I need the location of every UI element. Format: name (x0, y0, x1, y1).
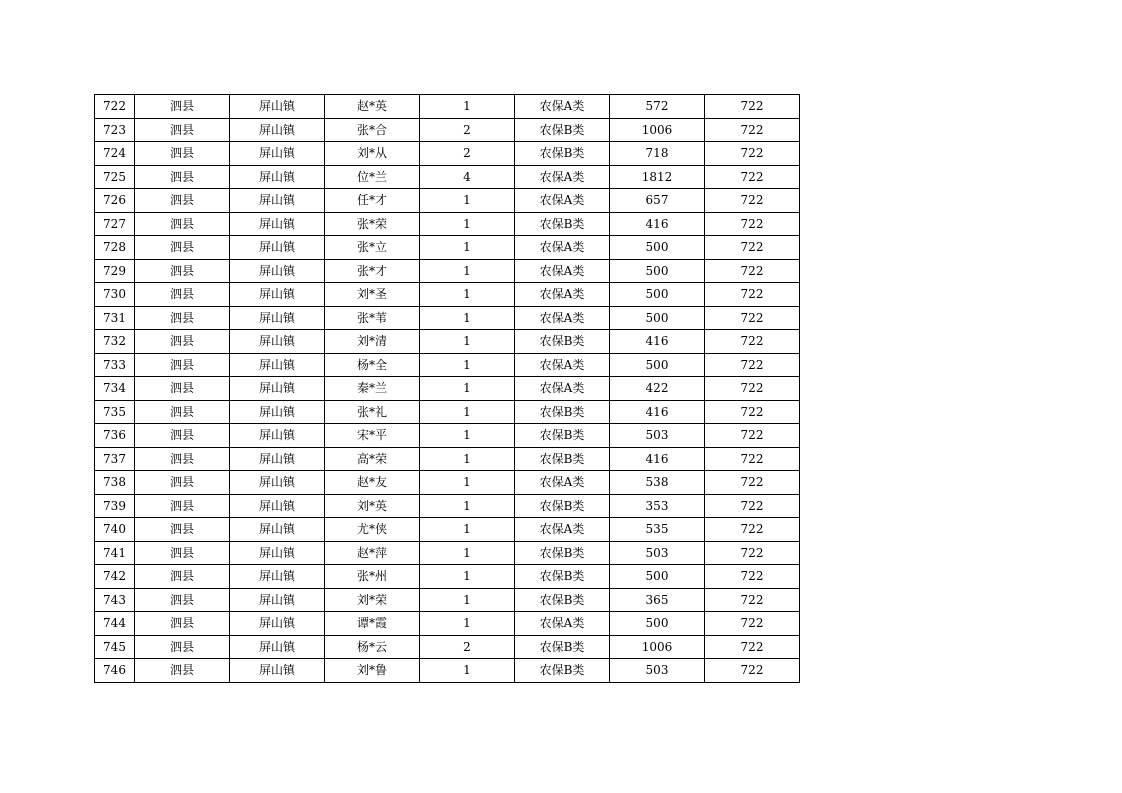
cell-category: 农保B类 (515, 118, 610, 142)
cell-code: 722 (705, 635, 800, 659)
cell-household-size: 1 (420, 518, 515, 542)
cell-amount: 718 (610, 142, 705, 166)
cell-code: 722 (705, 142, 800, 166)
cell-town: 屏山镇 (230, 142, 325, 166)
cell-name: 杨*云 (325, 635, 420, 659)
table-row (95, 541, 800, 565)
cell-code: 722 (705, 494, 800, 518)
cell-code: 722 (705, 612, 800, 636)
cell-county: 泗县 (135, 588, 230, 612)
cell-household-size: 1 (420, 565, 515, 589)
cell-index: 729 (95, 259, 135, 283)
cell-amount: 657 (610, 189, 705, 213)
cell-town: 屏山镇 (230, 306, 325, 330)
cell-county: 泗县 (135, 377, 230, 401)
cell-household-size: 1 (420, 306, 515, 330)
cell-name: 刘*荣 (325, 588, 420, 612)
cell-name: 张*才 (325, 259, 420, 283)
cell-index: 739 (95, 494, 135, 518)
cell-town: 屏山镇 (230, 259, 325, 283)
cell-town: 屏山镇 (230, 565, 325, 589)
cell-index: 736 (95, 424, 135, 448)
cell-name: 赵*英 (325, 95, 420, 119)
table-row (95, 212, 800, 236)
cell-amount: 538 (610, 471, 705, 495)
cell-household-size: 2 (420, 118, 515, 142)
cell-household-size: 1 (420, 588, 515, 612)
cell-town: 屏山镇 (230, 236, 325, 260)
cell-household-size: 1 (420, 259, 515, 283)
cell-household-size: 1 (420, 212, 515, 236)
cell-amount: 416 (610, 212, 705, 236)
cell-index: 740 (95, 518, 135, 542)
cell-index: 746 (95, 659, 135, 683)
cell-code: 722 (705, 424, 800, 448)
table-row (95, 306, 800, 330)
table-row (95, 447, 800, 471)
cell-county: 泗县 (135, 189, 230, 213)
cell-household-size: 1 (420, 471, 515, 495)
table-row (95, 330, 800, 354)
cell-household-size: 1 (420, 541, 515, 565)
cell-index: 743 (95, 588, 135, 612)
cell-amount: 500 (610, 283, 705, 307)
cell-index: 744 (95, 612, 135, 636)
cell-name: 刘*圣 (325, 283, 420, 307)
cell-category: 农保B类 (515, 447, 610, 471)
cell-index: 723 (95, 118, 135, 142)
cell-household-size: 2 (420, 635, 515, 659)
cell-code: 722 (705, 659, 800, 683)
cell-household-size: 1 (420, 330, 515, 354)
table-row (95, 471, 800, 495)
cell-code: 722 (705, 330, 800, 354)
cell-town: 屏山镇 (230, 541, 325, 565)
cell-index: 731 (95, 306, 135, 330)
cell-name: 杨*全 (325, 353, 420, 377)
cell-county: 泗县 (135, 447, 230, 471)
cell-category: 农保A类 (515, 377, 610, 401)
cell-household-size: 1 (420, 377, 515, 401)
table-row (95, 236, 800, 260)
cell-name: 张*州 (325, 565, 420, 589)
cell-town: 屏山镇 (230, 165, 325, 189)
cell-town: 屏山镇 (230, 659, 325, 683)
table-body (95, 95, 800, 683)
cell-household-size: 1 (420, 447, 515, 471)
cell-category: 农保A类 (515, 518, 610, 542)
cell-category: 农保B类 (515, 635, 610, 659)
cell-household-size: 1 (420, 400, 515, 424)
cell-index: 745 (95, 635, 135, 659)
cell-amount: 503 (610, 659, 705, 683)
cell-code: 722 (705, 118, 800, 142)
cell-category: 农保A类 (515, 95, 610, 119)
cell-town: 屏山镇 (230, 95, 325, 119)
cell-household-size: 1 (420, 612, 515, 636)
cell-name: 秦*兰 (325, 377, 420, 401)
cell-code: 722 (705, 306, 800, 330)
cell-amount: 353 (610, 494, 705, 518)
cell-index: 735 (95, 400, 135, 424)
cell-amount: 535 (610, 518, 705, 542)
cell-name: 尤*侠 (325, 518, 420, 542)
table-row (95, 400, 800, 424)
data-table (94, 94, 800, 683)
cell-code: 722 (705, 95, 800, 119)
cell-code: 722 (705, 400, 800, 424)
cell-code: 722 (705, 518, 800, 542)
table-row (95, 283, 800, 307)
table-row (95, 635, 800, 659)
cell-town: 屏山镇 (230, 518, 325, 542)
cell-category: 农保B类 (515, 212, 610, 236)
cell-town: 屏山镇 (230, 353, 325, 377)
cell-index: 738 (95, 471, 135, 495)
cell-county: 泗县 (135, 659, 230, 683)
table-row (95, 118, 800, 142)
cell-index: 722 (95, 95, 135, 119)
cell-amount: 503 (610, 541, 705, 565)
cell-code: 722 (705, 565, 800, 589)
cell-category: 农保A类 (515, 283, 610, 307)
cell-name: 张*立 (325, 236, 420, 260)
cell-amount: 416 (610, 447, 705, 471)
cell-category: 农保B类 (515, 494, 610, 518)
table-row (95, 353, 800, 377)
cell-county: 泗县 (135, 424, 230, 448)
cell-category: 农保B类 (515, 142, 610, 166)
cell-name: 张*合 (325, 118, 420, 142)
table-row (95, 165, 800, 189)
cell-name: 刘*鲁 (325, 659, 420, 683)
table-row (95, 612, 800, 636)
cell-county: 泗县 (135, 353, 230, 377)
cell-town: 屏山镇 (230, 471, 325, 495)
cell-household-size: 1 (420, 424, 515, 448)
cell-town: 屏山镇 (230, 330, 325, 354)
cell-amount: 500 (610, 353, 705, 377)
cell-code: 722 (705, 588, 800, 612)
cell-county: 泗县 (135, 95, 230, 119)
cell-code: 722 (705, 165, 800, 189)
cell-code: 722 (705, 541, 800, 565)
cell-county: 泗县 (135, 494, 230, 518)
cell-code: 722 (705, 471, 800, 495)
table-row (95, 377, 800, 401)
table-row (95, 424, 800, 448)
cell-code: 722 (705, 259, 800, 283)
cell-town: 屏山镇 (230, 588, 325, 612)
cell-county: 泗县 (135, 565, 230, 589)
cell-amount: 365 (610, 588, 705, 612)
cell-county: 泗县 (135, 118, 230, 142)
cell-name: 张*荣 (325, 212, 420, 236)
cell-category: 农保B类 (515, 565, 610, 589)
cell-code: 722 (705, 189, 800, 213)
cell-index: 726 (95, 189, 135, 213)
cell-amount: 572 (610, 95, 705, 119)
cell-household-size: 2 (420, 142, 515, 166)
cell-category: 农保B类 (515, 541, 610, 565)
cell-amount: 503 (610, 424, 705, 448)
cell-amount: 500 (610, 612, 705, 636)
cell-code: 722 (705, 212, 800, 236)
cell-household-size: 1 (420, 189, 515, 213)
cell-town: 屏山镇 (230, 494, 325, 518)
cell-name: 刘*清 (325, 330, 420, 354)
table-row (95, 189, 800, 213)
cell-county: 泗县 (135, 259, 230, 283)
table-row (95, 588, 800, 612)
cell-category: 农保B类 (515, 424, 610, 448)
cell-category: 农保B类 (515, 400, 610, 424)
cell-household-size: 1 (420, 236, 515, 260)
cell-county: 泗县 (135, 306, 230, 330)
cell-county: 泗县 (135, 541, 230, 565)
table-row (95, 565, 800, 589)
cell-index: 724 (95, 142, 135, 166)
cell-name: 张*礼 (325, 400, 420, 424)
cell-code: 722 (705, 353, 800, 377)
cell-town: 屏山镇 (230, 447, 325, 471)
cell-code: 722 (705, 236, 800, 260)
cell-index: 732 (95, 330, 135, 354)
cell-town: 屏山镇 (230, 612, 325, 636)
cell-county: 泗县 (135, 612, 230, 636)
cell-town: 屏山镇 (230, 189, 325, 213)
cell-county: 泗县 (135, 283, 230, 307)
table-row (95, 659, 800, 683)
cell-category: 农保A类 (515, 306, 610, 330)
cell-category: 农保A类 (515, 189, 610, 213)
cell-town: 屏山镇 (230, 212, 325, 236)
cell-code: 722 (705, 377, 800, 401)
cell-category: 农保B类 (515, 588, 610, 612)
cell-category: 农保A类 (515, 236, 610, 260)
cell-category: 农保B类 (515, 330, 610, 354)
cell-name: 刘*英 (325, 494, 420, 518)
table-row (95, 259, 800, 283)
cell-index: 725 (95, 165, 135, 189)
cell-county: 泗县 (135, 165, 230, 189)
cell-household-size: 4 (420, 165, 515, 189)
cell-name: 赵*萍 (325, 541, 420, 565)
cell-amount: 500 (610, 565, 705, 589)
cell-county: 泗县 (135, 635, 230, 659)
cell-amount: 416 (610, 330, 705, 354)
cell-name: 高*荣 (325, 447, 420, 471)
table-row (95, 95, 800, 119)
cell-county: 泗县 (135, 212, 230, 236)
cell-town: 屏山镇 (230, 424, 325, 448)
cell-county: 泗县 (135, 471, 230, 495)
cell-household-size: 1 (420, 353, 515, 377)
cell-town: 屏山镇 (230, 400, 325, 424)
cell-index: 728 (95, 236, 135, 260)
cell-amount: 500 (610, 306, 705, 330)
cell-town: 屏山镇 (230, 635, 325, 659)
cell-code: 722 (705, 283, 800, 307)
cell-category: 农保A类 (515, 259, 610, 283)
cell-name: 刘*从 (325, 142, 420, 166)
cell-category: 农保A类 (515, 471, 610, 495)
cell-name: 谭*霞 (325, 612, 420, 636)
cell-amount: 1006 (610, 118, 705, 142)
cell-index: 741 (95, 541, 135, 565)
cell-name: 宋*平 (325, 424, 420, 448)
cell-name: 任*才 (325, 189, 420, 213)
cell-amount: 500 (610, 236, 705, 260)
cell-amount: 1006 (610, 635, 705, 659)
cell-town: 屏山镇 (230, 283, 325, 307)
cell-household-size: 1 (420, 95, 515, 119)
cell-amount: 422 (610, 377, 705, 401)
table-row (95, 518, 800, 542)
cell-name: 位*兰 (325, 165, 420, 189)
cell-index: 730 (95, 283, 135, 307)
cell-household-size: 1 (420, 494, 515, 518)
cell-index: 727 (95, 212, 135, 236)
cell-household-size: 1 (420, 659, 515, 683)
table-row (95, 494, 800, 518)
table-row (95, 142, 800, 166)
cell-category: 农保B类 (515, 659, 610, 683)
cell-name: 赵*友 (325, 471, 420, 495)
cell-county: 泗县 (135, 518, 230, 542)
cell-county: 泗县 (135, 330, 230, 354)
cell-code: 722 (705, 447, 800, 471)
cell-category: 农保A类 (515, 165, 610, 189)
cell-index: 734 (95, 377, 135, 401)
cell-index: 737 (95, 447, 135, 471)
cell-amount: 1812 (610, 165, 705, 189)
cell-index: 742 (95, 565, 135, 589)
cell-town: 屏山镇 (230, 377, 325, 401)
cell-category: 农保A类 (515, 353, 610, 377)
cell-index: 733 (95, 353, 135, 377)
cell-name: 张*苇 (325, 306, 420, 330)
cell-county: 泗县 (135, 142, 230, 166)
cell-amount: 416 (610, 400, 705, 424)
cell-town: 屏山镇 (230, 118, 325, 142)
cell-amount: 500 (610, 259, 705, 283)
cell-county: 泗县 (135, 236, 230, 260)
cell-county: 泗县 (135, 400, 230, 424)
cell-household-size: 1 (420, 283, 515, 307)
cell-category: 农保A类 (515, 612, 610, 636)
